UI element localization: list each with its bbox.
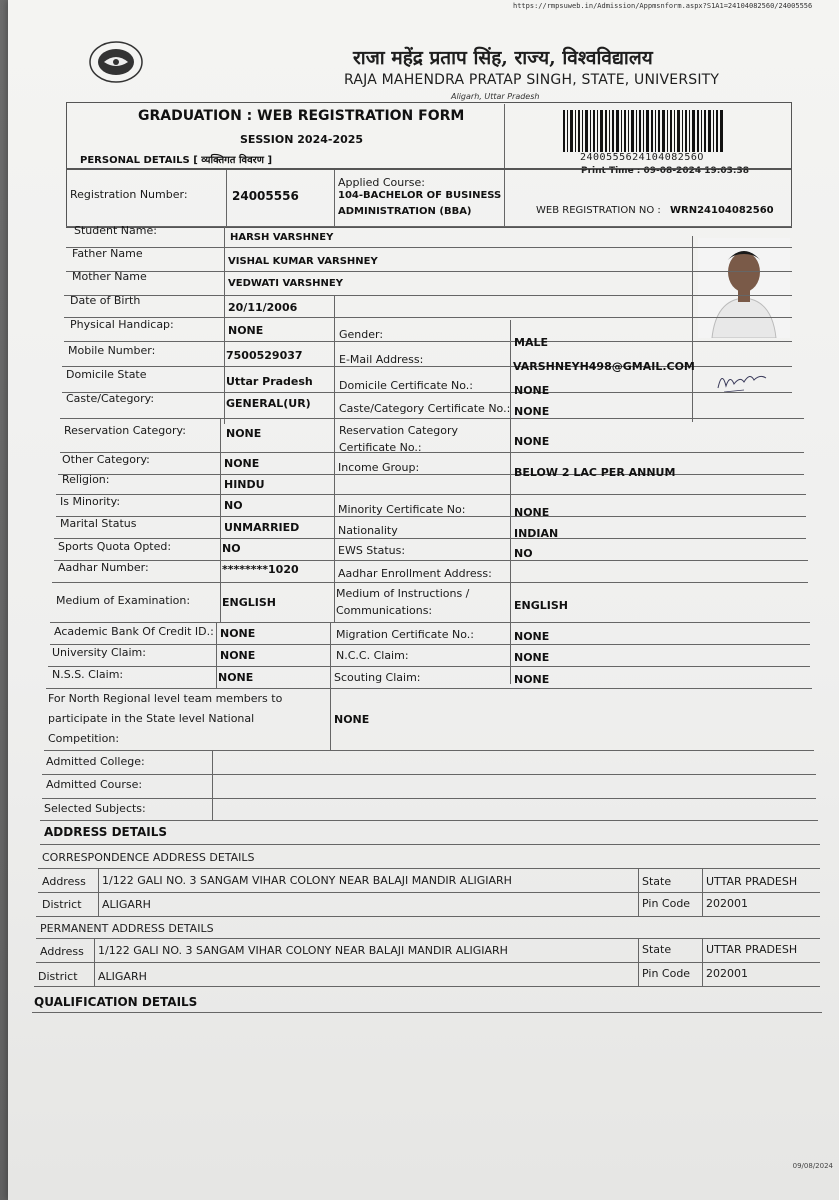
- perm-district-value: ALIGARH: [98, 970, 147, 983]
- row-line: [40, 844, 820, 845]
- row-line: [64, 341, 792, 342]
- mother-name-value: VEDWATI VARSHNEY: [228, 278, 343, 289]
- ncc-claim-label: N.C.C. Claim:: [336, 649, 409, 662]
- corr-pin-label: Pin Code: [642, 897, 691, 910]
- perm-address-value: 1/122 GALI NO. 3 SANGAM VIHAR COLONY NEAR BALAJI MANDIR ALIGIARH: [98, 944, 508, 957]
- nationality-label: Nationality: [338, 524, 398, 537]
- medium-instruction-value: ENGLISH: [514, 599, 568, 612]
- row-line: [44, 750, 814, 751]
- row-line: [54, 560, 808, 561]
- col-line: [212, 750, 213, 820]
- student-photo: [698, 238, 790, 338]
- applied-course-label: Applied Course:: [338, 176, 425, 189]
- caste-cert-value: NONE: [514, 405, 550, 418]
- dob-value: 20/11/2006: [228, 301, 298, 314]
- university-location: Aligarh, Uttar Pradesh: [451, 92, 540, 101]
- university-claim-value: NONE: [220, 649, 256, 662]
- north-regional-label: For North Regional level team members to participate in the State level National Competition:: [48, 692, 283, 745]
- web-registration-label: WEB REGISTRATION NO :: [536, 205, 661, 216]
- corr-address-label: Address: [42, 875, 86, 888]
- scouting-claim-value: NONE: [514, 673, 550, 686]
- aadhar-number-value: ********1020: [222, 563, 299, 576]
- row-line: [62, 392, 792, 393]
- col-line: [220, 418, 221, 622]
- gender-value: MALE: [514, 336, 548, 349]
- perm-state-label: State: [642, 943, 672, 956]
- dob-label: Date of Birth: [70, 294, 141, 307]
- col-line: [692, 236, 693, 422]
- university-english-title: RAJA MAHENDRA PRATAP SINGH, STATE, UNIVERSITY: [344, 72, 720, 88]
- student-name-label: Student Name:: [74, 224, 157, 237]
- nationality-value: INDIAN: [514, 527, 559, 540]
- corr-district-value: ALIGARH: [102, 898, 151, 911]
- qualification-details-heading: QUALIFICATION DETAILS: [34, 995, 198, 1009]
- domicile-state-label: Domicile State: [66, 368, 147, 381]
- perm-district-label: District: [38, 970, 78, 983]
- student-name-value: HARSH VARSHNEY: [230, 232, 334, 243]
- religion-label: Religion:: [62, 473, 110, 486]
- row-line: [36, 916, 820, 917]
- father-name-value: VISHAL KUMAR VARSHNEY: [228, 256, 378, 267]
- north-regional-value: NONE: [334, 713, 370, 726]
- corr-district-label: District: [42, 898, 82, 911]
- other-category-label: Other Category:: [62, 453, 150, 466]
- print-time: Print Time : 09-08-2024 19:03:38: [581, 166, 750, 176]
- row-line: [56, 516, 806, 517]
- reg-divider-1: [226, 170, 227, 226]
- perm-state-value: UTTAR PRADESH: [706, 943, 798, 956]
- correspondence-heading: CORRESPONDENCE ADDRESS DETAILS: [42, 851, 255, 864]
- row-line: [50, 644, 810, 645]
- barcode-number: 240055562410408256O: [580, 152, 704, 163]
- migration-cert-label: Migration Certificate No.:: [336, 628, 474, 641]
- aadhar-address-label: Aadhar Enrollment Address:: [338, 567, 492, 580]
- col-line: [510, 320, 511, 684]
- row-line: [52, 582, 808, 583]
- permanent-heading: PERMANENT ADDRESS DETAILS: [40, 922, 214, 935]
- admitted-college-label: Admitted College:: [46, 755, 145, 768]
- form-title: GRADUATION : WEB REGISTRATION FORM: [138, 108, 465, 124]
- address-details-heading: ADDRESS DETAILS: [44, 825, 168, 839]
- perm-pin-label: Pin Code: [642, 967, 691, 980]
- email-label: E-Mail Address:: [339, 353, 424, 366]
- medium-exam-value: ENGLISH: [222, 596, 276, 609]
- medium-instruction-label: Medium of Instructions / Communications:: [336, 587, 470, 618]
- corr-state-label: State: [642, 875, 672, 888]
- reg-divider-3: [504, 170, 505, 226]
- row-line: [66, 226, 792, 227]
- session-label: SESSION 2024-2025: [240, 133, 364, 146]
- minority-cert-label: Minority Certificate No:: [338, 503, 466, 516]
- col-line: [98, 868, 99, 916]
- university-logo-icon: [88, 40, 144, 84]
- medium-exam-label: Medium of Examination:: [56, 594, 191, 607]
- domicile-state-value: Uttar Pradesh: [226, 375, 313, 388]
- row-line: [64, 295, 792, 296]
- col-line: [224, 226, 225, 424]
- col-line: [702, 938, 703, 986]
- abc-id-value: NONE: [220, 627, 256, 640]
- minority-cert-value: NONE: [514, 506, 550, 519]
- barcode-icon: [563, 110, 723, 152]
- row-line: [34, 986, 820, 987]
- registration-number-value: 24005556: [232, 189, 299, 203]
- registration-number-label: Registration Number:: [70, 188, 188, 201]
- caste-value: GENERAL(UR): [226, 397, 311, 410]
- printed-form-page: [8, 0, 839, 1200]
- sports-quota-label: Sports Quota Opted:: [58, 540, 172, 553]
- corr-address-value: 1/122 GALI NO. 3 SANGAM VIHAR COLONY NEAR BALAJI MANDIR ALIGIARH: [102, 874, 512, 887]
- row-line: [48, 666, 810, 667]
- applied-course-value: 104-BACHELOR OF BUSINESS ADMINISTRATION (BBA): [338, 190, 502, 217]
- corner-date: 09/08/2024: [792, 1162, 833, 1170]
- gender-label: Gender:: [339, 328, 384, 341]
- row-line: [56, 494, 806, 495]
- reservation-category-value: NONE: [226, 427, 262, 440]
- aadhar-number-label: Aadhar Number:: [58, 561, 149, 574]
- print-url: https://rmpsuweb.in/Admission/Appmsnform.aspx?S1A1=24104082560/24005556: [513, 2, 813, 10]
- mobile-value: 7500529037: [226, 349, 303, 362]
- university-hindi-title: राजा महेंद्र प्रताप सिंह, राज्य, विश्वविद्यालय: [353, 47, 653, 69]
- ncc-claim-value: NONE: [514, 651, 550, 664]
- col-line: [330, 622, 331, 750]
- university-claim-label: University Claim:: [52, 646, 146, 659]
- row-line: [40, 820, 818, 821]
- row-line: [66, 271, 792, 272]
- physical-handicap-value: NONE: [228, 324, 264, 337]
- other-category-value: NONE: [224, 457, 260, 470]
- ews-status-value: NO: [514, 547, 533, 560]
- minority-value: NO: [224, 499, 243, 512]
- income-group-label: Income Group:: [338, 461, 420, 474]
- reservation-cert-value: NONE: [514, 435, 550, 448]
- caste-label: Caste/Category:: [66, 392, 155, 405]
- col-line: [638, 868, 639, 916]
- row-line: [32, 1012, 822, 1013]
- mobile-label: Mobile Number:: [68, 344, 156, 357]
- marital-status-label: Marital Status: [60, 517, 137, 530]
- scouting-claim-label: Scouting Claim:: [334, 671, 421, 684]
- row-line: [54, 538, 806, 539]
- mother-name-label: Mother Name: [72, 270, 147, 283]
- migration-cert-value: NONE: [514, 630, 550, 643]
- personal-details-heading: PERSONAL DETAILS [ व्यक्तिगत विवरण ]: [80, 155, 273, 166]
- father-name-label: Father Name: [72, 247, 143, 260]
- corr-state-value: UTTAR PRADESH: [706, 875, 798, 888]
- minority-label: Is Minority:: [60, 495, 121, 508]
- income-group-value: BELOW 2 LAC PER ANNUM: [514, 466, 676, 479]
- header-divider: [504, 104, 505, 168]
- row-line: [42, 798, 816, 799]
- web-registration-value: WRN24104082560: [670, 205, 774, 216]
- reservation-category-label: Reservation Category:: [64, 424, 186, 437]
- religion-value: HINDU: [224, 478, 265, 491]
- col-line: [216, 622, 217, 688]
- nss-claim-value: NONE: [218, 671, 254, 684]
- marital-status-value: UNMARRIED: [224, 521, 300, 534]
- selected-subjects-label: Selected Subjects:: [44, 802, 146, 815]
- domicile-cert-label: Domicile Certificate No.:: [339, 379, 473, 392]
- col-line: [94, 938, 95, 986]
- domicile-cert-value: NONE: [514, 384, 550, 397]
- row-line: [58, 474, 804, 475]
- row-line: [66, 247, 792, 248]
- physical-handicap-label: Physical Handicap:: [70, 318, 174, 331]
- row-line: [42, 774, 816, 775]
- perm-pin-value: 202001: [706, 967, 748, 980]
- admitted-course-label: Admitted Course:: [46, 778, 143, 791]
- col-line: [702, 868, 703, 916]
- reg-divider-2: [334, 170, 335, 226]
- col-line: [334, 296, 335, 622]
- col-line: [638, 938, 639, 986]
- nss-claim-label: N.S.S. Claim:: [52, 668, 124, 681]
- corr-pin-value: 202001: [706, 897, 748, 910]
- ews-status-label: EWS Status:: [338, 544, 406, 557]
- email-value: VARSHNEYH498@GMAIL.COM: [513, 360, 695, 373]
- sports-quota-value: NO: [222, 542, 241, 555]
- reservation-cert-label: Reservation Category Certificate No.:: [339, 424, 459, 455]
- row-line: [50, 622, 810, 623]
- caste-cert-label: Caste/Category Certificate No.:: [339, 402, 511, 415]
- abc-id-label: Academic Bank Of Credit ID.:: [54, 625, 214, 638]
- perm-address-label: Address: [40, 945, 84, 958]
